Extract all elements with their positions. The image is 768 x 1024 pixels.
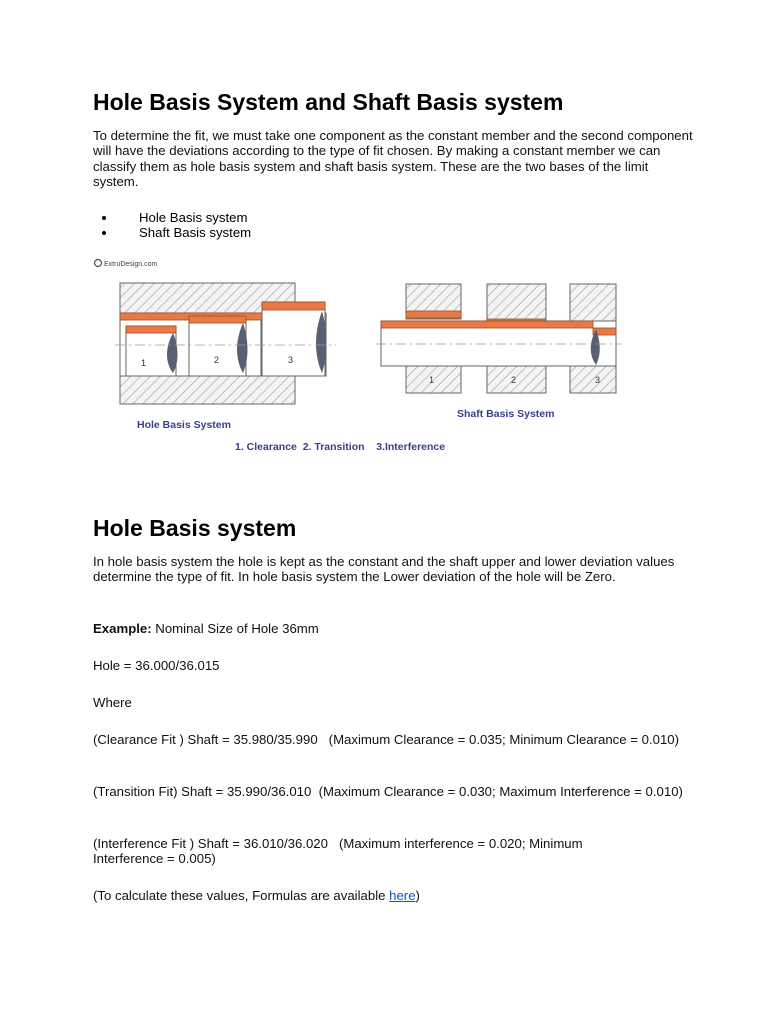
shaft-number-label: 1 [141,358,147,368]
here-link[interactable]: here [389,888,416,903]
list-item [93,210,251,225]
fit-systems-diagram [93,255,640,460]
where-line: Where [93,695,132,710]
formula-text: (To calculate these values, Formulas are available [93,888,390,903]
hole-number-label: 2 [511,375,517,385]
hole-basis-caption: Hole Basis System [137,419,231,431]
example-line [93,621,693,636]
interference-fit-line: (Interference Fit ) Shaft = 36.010/36.020 (Maximum interference = 0.020; Minimum Interference = 0.005) [93,836,587,867]
formula-line [93,888,693,903]
clearance-fit-line: (Clearance Fit ) Shaft = 35.980/35.990 (Maximum Clearance = 0.035; Minimum Clearance = 0.010) [93,732,680,747]
example-text: Nominal Size of Hole 36mm [151,621,319,636]
page-title: Hole Basis System and Shaft Basis system [93,89,564,115]
list-item [93,225,251,240]
hole-number-label: 1 [429,375,435,385]
formula-close: ) [415,888,420,903]
transition-fit-line: (Transition Fit) Shaft = 35.990/36.010 (Maximum Clearance = 0.030; Maximum Interference = 0.010) [93,784,683,799]
shaft-basis-caption: Shaft Basis System [457,408,555,420]
bullet-icon [102,231,106,235]
hole-basis-paragraph: In hole basis system the hole is kept as the constant and the shaft upper and lower deviation values determine the type of fit. In hole basis system the Lower deviation of the hole will be Zero. [93,554,675,585]
bullet-text: Shaft Basis system [139,225,252,241]
hole-number-label: 3 [595,375,601,385]
shaft-basis-illustration [376,284,621,393]
shaft-number-label: 3 [288,355,294,365]
bullet-icon [102,216,106,220]
fit-types-caption: 1. Clearance 2. Transition 3.Interference [235,441,446,453]
hole-size-line: Hole = 36.000/36.015 [93,658,220,673]
watermark-text: ExtruDesign.com [104,261,158,268]
example-label: Example: [93,621,152,636]
shaft-number-label: 2 [214,355,220,365]
bullet-list [93,210,251,241]
bullet-text: Hole Basis system [139,210,248,225]
intro-paragraph: To determine the fit, we must take one component as the constant member and the second component will have the deviations according to the type of fit chosen. By making a constant member we can classify them as hole basis system and shaft basis system. These are the two bases of the limit system. [93,128,693,190]
section-title: Hole Basis system [93,515,297,541]
